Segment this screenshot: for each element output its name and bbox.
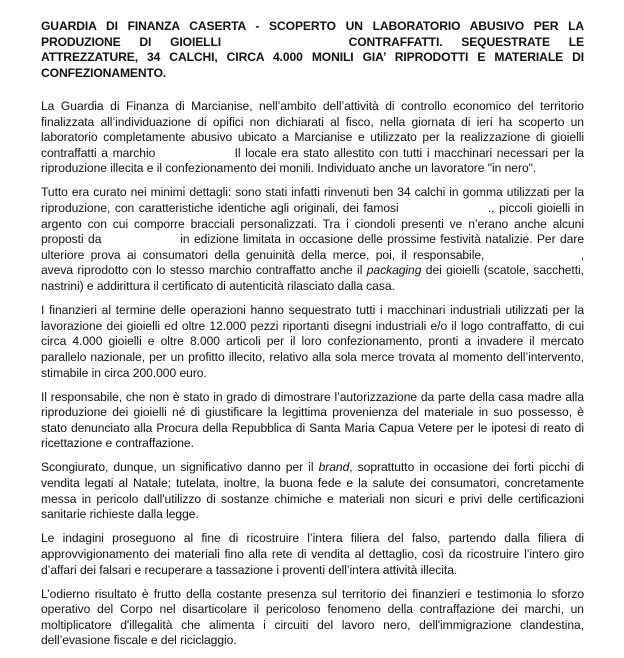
paragraph-2-text-d: , aveva riprodotto con lo stesso marchio contraffatto anche il: [41, 247, 584, 278]
paragraph-1-text-a: La Guardia di Finanza di Marcianise, nell’ambito dell’attività di controllo economico del territorio finalizzata all’individuazione di opifici non dichiarati al fisco, nella giornata di ieri ha scoperto un laboratorio completamente abusivo ubicato a Marcianise e utilizzato per la realizzazione di gioielli contraffatti a marchio: [41, 99, 584, 160]
paragraph-5-text-a: Scongiurato, dunque, un significativo danno per il: [41, 460, 314, 475]
paragraph-1: [41, 99, 584, 177]
title-part-2: CONTRAFFATTI. SEQUESTRATE LE ATTREZZATURE, 34 CALCHI, CIRCA 4.000 MONILI GIA’ RIPRODOTTI E MATERIALE DI CONFEZIONAMENTO.: [41, 34, 584, 80]
press-release-document: [41, 19, 584, 658]
paragraph-5-italic: brand: [318, 460, 350, 475]
paragraph-2-text-f: dei gioielli (scatole, sacchetti, nastrini) e addirittura il certificato di autenticità rilasciato dalla casa.: [41, 263, 584, 294]
paragraph-7: L’odierno risultato è frutto della costante presenza sul territorio dei finanzieri e testimonia lo sforzo operativo del Corpo nel disarticolare il pericoloso fenomeno della contraffazione dei marchi, un moltiplicatore d'illegalità che alimenta i circuiti del lavoro nero, dell'immigrazione clandestina, dell’evasione fiscale e del riciclaggio.: [41, 586, 584, 648]
paragraph-1-text-b: Il locale era stato allestito con tutti i macchinari necessari per la riproduzione illecita e il confezionamento dei monili. Individuato anche un lavoratore "in nero".: [41, 145, 585, 176]
paragraph-2-text-a: Tutto era curato nei minimi dettagli: sono stati infatti rinvenuti ben 34 calchi in gomma utilizzati per la riproduzione, con caratteristiche identiche agli originali, dei famosi: [41, 185, 584, 216]
paragraph-2: [41, 185, 584, 294]
paragraph-3: I finanzieri al termine delle operazioni hanno sequestrato tutti i macchinari industriali utilizzati per la lavorazione dei gioielli ed oltre 12.000 pezzi riportanti disegni industriali e/o il logo contraffatto, di cui circa 4.000 gioielli e oltre 8.000 articoli per il loro confezionamento, pronti a invadere il mercato parallelo nazionale, per un profitto illecito, relativo alla sola merce trovata al momento dell’intervento, stimabile in circa 200.000 euro.: [41, 303, 584, 380]
paragraph-2-text-b: ., piccoli gioielli in argento con cui comporre bracciali personalizzati. Tra i ciondoli presenti ve n’erano anche alcuni proposti da: [41, 201, 585, 247]
paragraph-5: [41, 460, 584, 522]
paragraph-2-text-c: in edizione limitata in occasione delle prossime festività natalizie. Per dare ulteriore prova ai consumatori della genuinità della merce, poi, il responsabile,: [41, 232, 585, 262]
paragraph-2-italic: packaging: [366, 263, 422, 278]
document-title: [41, 19, 584, 81]
paragraph-5-text-c: , soprattutto in occasione dei forti picchi di vendita legati al Natale; tutelata, inoltre, la buona fede e la salute dei consumatori, concretamente messa in pericolo dall'utilizzo di sostanze chimiche e materiali non sicuri e privi delle certificazioni sanitarie richieste dalla legge.: [41, 460, 585, 522]
paragraph-4: Il responsabile, che non è stato in grado di dimostrare l’autorizzazione da parte della casa madre alla riproduzione dei gioielli né di giustificare la legittima provenienza del materiale in suo possesso, è stato denunciato alla Procura della Repubblica di Santa Maria Capua Vetere per le ipotesi di reato di ricettazione e contraffazione.: [41, 389, 584, 451]
title-part-1: GUARDIA DI FINANZA CASERTA - SCOPERTO UN LABORATORIO ABUSIVO PER LA PRODUZIONE DI GIOIELLI: [41, 19, 584, 49]
paragraph-6: Le indagini proseguono al fine di ricostruire l’intera filiera del falso, partendo dalla filiera di approvvigionamento dei materiali fino alla rete di vendita al dettaglio, così da ricostruire l’intero giro d’affari dei falsari e recuperare a tassazione i proventi dell’intera attività illecita.: [41, 531, 584, 577]
